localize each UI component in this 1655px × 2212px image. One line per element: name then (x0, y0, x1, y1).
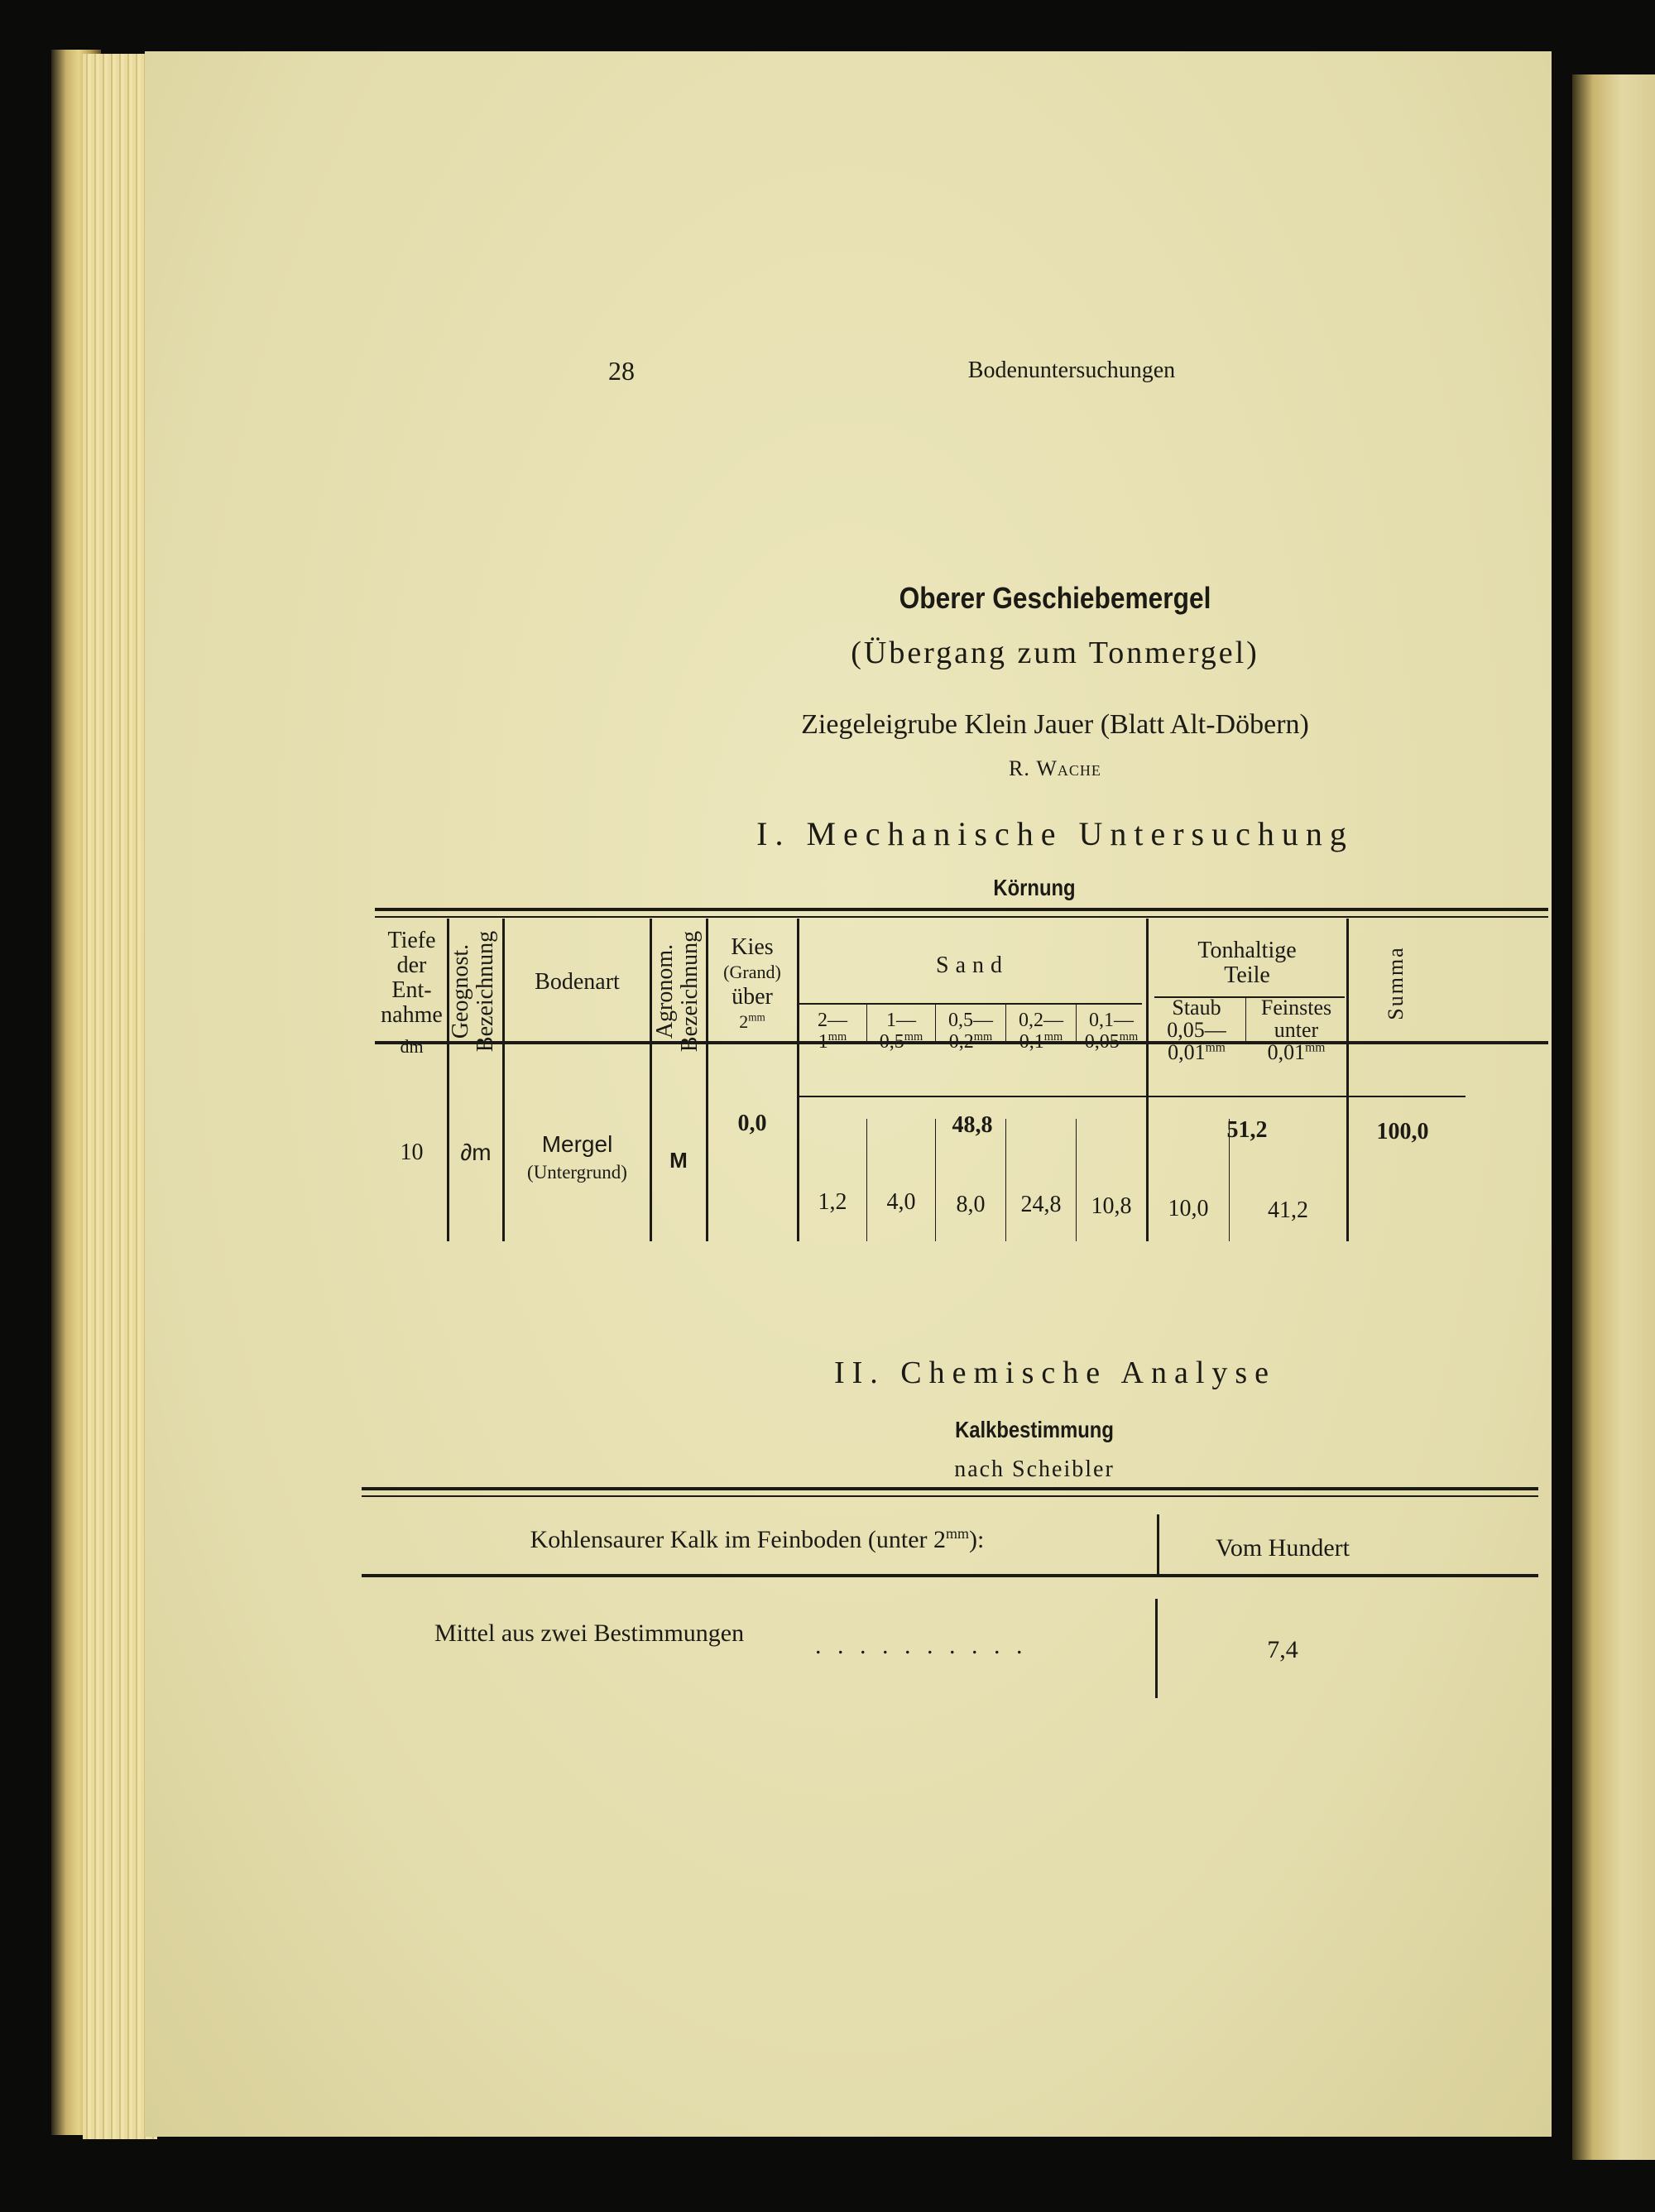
header-agronom (653, 925, 704, 1058)
fraction-upper: 2— (818, 1010, 847, 1031)
fraction-upper: 0,5— (948, 1010, 993, 1031)
header-tiefe (377, 928, 447, 1059)
adjacent-page-edge (1572, 74, 1655, 2160)
cell-kies: 0,0 (737, 1111, 767, 1136)
header-sand-fraction (936, 1010, 1005, 1053)
cell-sand-fraction: 8,0 (956, 1192, 986, 1217)
fraction-lower: $0,1^{mm}$ (1019, 1030, 1063, 1053)
header-sand-fraction (867, 1010, 935, 1053)
header-kies-line: über (732, 984, 773, 1010)
running-head: Bodenuntersuchungen (967, 357, 1176, 383)
header-agronom-line: Agronom. (652, 943, 678, 1039)
header-agronom-line: Bezeichnung (677, 930, 703, 1053)
header-tiefe-unit: dm (400, 1036, 424, 1057)
cell-feinstes: 41,2 (1268, 1197, 1308, 1223)
table2-col-divider (1155, 1599, 1158, 1698)
section1-subtitle: Körnung (993, 875, 1076, 900)
sample-location: Ziegeleigrube Klein Jauer (Blatt Alt-Döbern) (801, 709, 1309, 740)
book-page (145, 51, 1552, 2137)
header-kies-line: Kies (731, 934, 774, 960)
cell-sand-fraction: 10,8 (1091, 1193, 1132, 1219)
header-geognost-line: Geognost. (448, 943, 473, 1039)
table2-top-rule (362, 1487, 1538, 1490)
page-subtitle: (Übergang zum Tonmergel) (851, 636, 1259, 670)
fraction-lower: $0,05^{mm}$ (1084, 1030, 1139, 1053)
header-ton-line: Teile (1224, 962, 1270, 988)
page-title: Oberer Geschiebemergel (899, 581, 1211, 615)
section2-title: II. Chemische Analyse (833, 1356, 1277, 1390)
cell-sand-fraction: 4,0 (886, 1189, 916, 1215)
section2-subtitle: Kalkbestimmung (955, 1417, 1114, 1442)
col-divider (1346, 919, 1349, 1241)
cell-bodenart: Mergel (541, 1131, 613, 1157)
table2-row-value: 7,4 (1267, 1636, 1298, 1663)
author (807, 756, 1303, 781)
header-feinstes-line: unter (1274, 1018, 1319, 1042)
header-tiefe-line: Ent- (391, 977, 432, 1003)
fraction-upper: 1— (886, 1010, 916, 1031)
cell-sand-fraction: 1,2 (818, 1189, 847, 1215)
header-geognost-line: Bezeichnung (473, 930, 498, 1053)
col-divider (502, 919, 505, 1241)
author-name: Wache (1036, 756, 1101, 780)
header-kies-line: (Grand) (723, 962, 781, 982)
header-geognost (449, 925, 500, 1058)
cell-tiefe: 10 (400, 1140, 424, 1165)
table2-leader-dots: . . . . . . . . . . (815, 1632, 1028, 1659)
cell-summa: 100,0 (1376, 1119, 1429, 1144)
cell-ton-total: 51,2 (1226, 1117, 1268, 1143)
header-staub (1148, 996, 1245, 1063)
cell-staub: 10,0 (1168, 1196, 1209, 1221)
header-staub-line: Staub (1172, 996, 1221, 1020)
table2-header-rule (362, 1574, 1538, 1577)
header-sand: Sand (936, 952, 1009, 978)
header-kies (708, 935, 797, 1034)
table-top-rule (375, 908, 1548, 911)
header-summa: Summa (1384, 946, 1408, 1020)
header-sand-fraction (1006, 1010, 1076, 1053)
section2-method: nach Scheibler (954, 1456, 1115, 1482)
header-bodenart: Bodenart (535, 969, 620, 995)
sand-sub-rule (799, 1003, 1142, 1005)
author-initial: R. (1009, 756, 1030, 780)
table2-col1-header: Kohlensaurer Kalk im Feinboden (unter $2^{mm}$): (530, 1525, 985, 1553)
header-tiefe-line: Tiefe (387, 928, 436, 953)
cell-geognost: ∂m (460, 1140, 492, 1165)
header-feinstes (1246, 996, 1346, 1063)
fraction-upper: 0,1— (1089, 1010, 1134, 1031)
cell-sand-fraction: 24,8 (1020, 1192, 1062, 1217)
header-tiefe-line: der (396, 952, 427, 978)
header-sand-fraction (799, 1010, 866, 1053)
totals-rule (799, 1096, 1466, 1097)
header-kies-line: $2^{mm}$ (739, 1010, 765, 1032)
cell-agronom: M (669, 1148, 688, 1173)
fraction-upper: 0,2— (1019, 1010, 1063, 1031)
table2-top-rule-thin (362, 1495, 1538, 1497)
cell-sand-total: 48,8 (952, 1112, 993, 1138)
header-ton-line: Tonhaltige (1197, 938, 1297, 963)
fraction-lower: $0,5^{mm}$ (879, 1030, 923, 1053)
cell-bodenart-sub: (Untergrund) (527, 1162, 627, 1183)
header-staub-line: 0,05— (1167, 1018, 1226, 1042)
table2-row-label: Mittel aus zwei Bestimmungen (434, 1619, 745, 1647)
table-top-rule-thin (375, 916, 1548, 918)
section1-title: I. Mechanische Untersuchung (756, 815, 1354, 852)
header-feinstes-line: Feinstes (1260, 996, 1332, 1020)
page-number: 28 (608, 356, 635, 386)
header-tiefe-line: nahme (381, 1002, 443, 1028)
fraction-lower: $1^{mm}$ (818, 1030, 847, 1053)
header-staub-line: $0,01^{mm}$ (1168, 1040, 1226, 1064)
header-feinstes-line: $0,01^{mm}$ (1267, 1040, 1326, 1064)
header-sand-fraction (1077, 1010, 1146, 1053)
fraction-lower: $0,2^{mm}$ (948, 1030, 993, 1053)
table2-col2-header: Vom Hundert (1216, 1534, 1350, 1562)
header-ton (1148, 938, 1346, 988)
